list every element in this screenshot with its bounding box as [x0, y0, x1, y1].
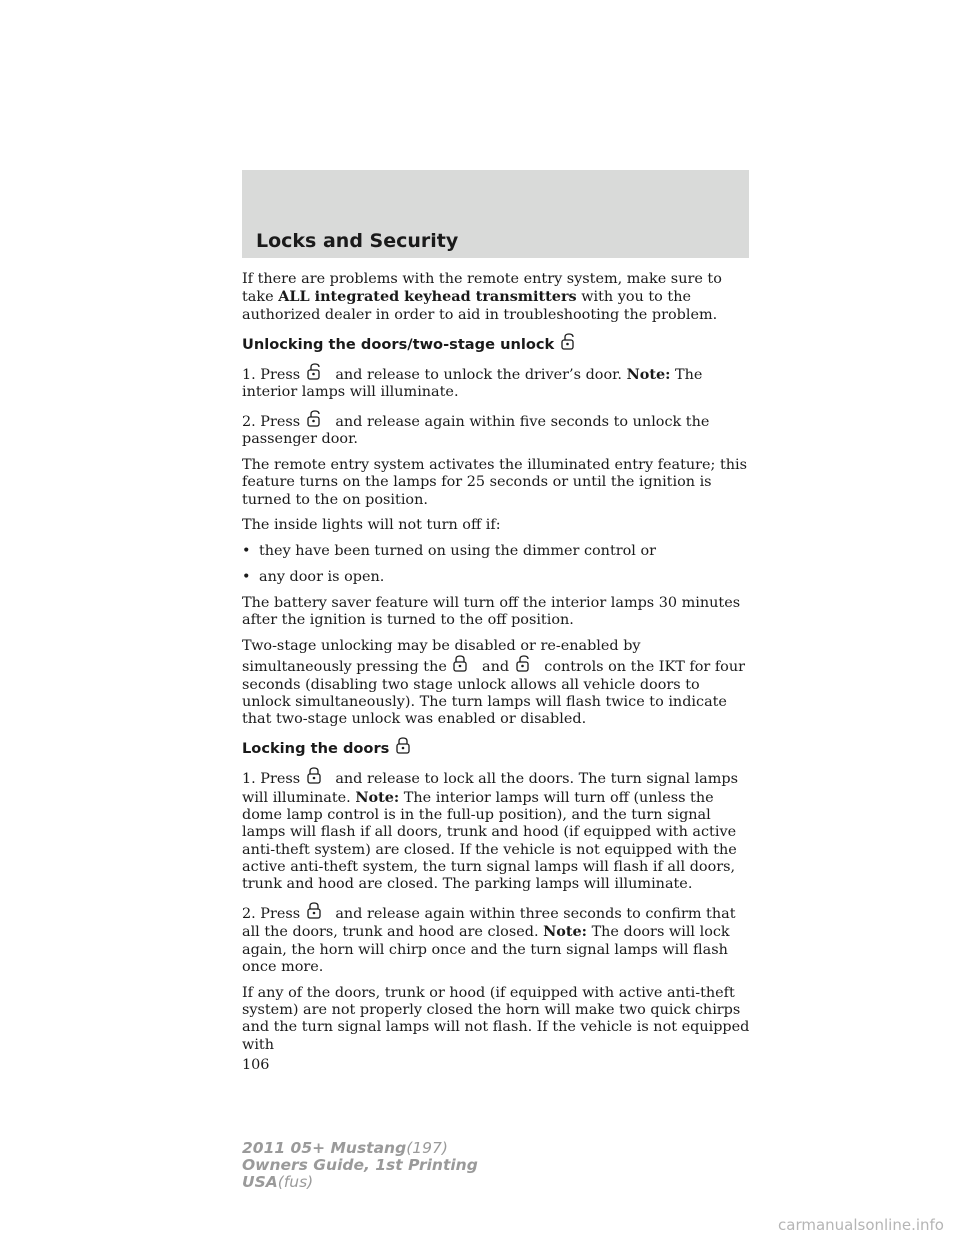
unlock-step-1: 1. Press and release to unlock the driver’s door. Note: The interior lamps will illuminate.: [242, 363, 752, 402]
list-item: • they have been turned on using the dimmer control or: [242, 543, 657, 560]
illuminated-entry-paragraph: The remote entry system activates the illuminated entry feature; this feature turns on the lamps for 25 seconds or until the ignition is turned to the on position.: [242, 457, 747, 508]
unlock-icon: [305, 363, 331, 380]
section-title: Locks and Security: [256, 230, 459, 252]
unlock-step-2: 2. Press and release again within five seconds to unlock the passenger door.: [242, 410, 752, 449]
note-label: Note:: [543, 923, 587, 941]
list-item: • any door is open.: [242, 569, 385, 586]
integrated-keyhead-emphasis: ALL integrated keyhead transmitters: [278, 288, 577, 306]
unlock-icon: [559, 333, 585, 350]
footer-line-1: 2011 05+ Mustang(197): [242, 1139, 448, 1157]
unlock-icon: [305, 410, 331, 427]
remote-entry-intro: If there are problems with the remote entry system, make sure to take ALL integrated keyhead transmitters with you to the authorized dealer in order to aid in troubleshooting the problem.: [242, 271, 722, 323]
lock-icon: [451, 655, 477, 672]
locking-heading: Locking the doors: [242, 737, 752, 758]
watermark: carmanualsonline.info: [778, 1216, 944, 1234]
lock-icon: [305, 767, 331, 784]
note-label: Note:: [626, 365, 671, 383]
page-number: 106: [242, 1056, 270, 1073]
unlock-icon: [514, 655, 540, 672]
not-closed-paragraph: If any of the doors, trunk or hood (if equipped with active anti-theft system) are not properly closed the horn will make two quick chirps and the turn signal lamps will not flash. If the vehicle is not equipped with: [242, 984, 750, 1053]
bullet-icon: •: [242, 569, 251, 586]
lock-icon: [305, 902, 331, 919]
bullet-icon: •: [242, 543, 251, 560]
note-label: Note:: [355, 788, 400, 806]
footer-line-3: USA(fus): [242, 1173, 314, 1191]
battery-saver-paragraph: The battery saver feature will turn off the interior lamps 30 minutes after the ignition is turned to the off position.: [242, 594, 741, 629]
inside-lights-paragraph: The inside lights will not turn off if:: [242, 517, 501, 534]
two-stage-paragraph: Two-stage unlocking may be disabled or re-enabled by simultaneously pressing the and controls on the IKT for four seconds (disabling two stage unlock allows all vehicle doors to unlock simultaneously). The turn lamps will flash twice to indicate that two-stage unlock was enabled or disabled.: [242, 637, 745, 728]
lock-icon: [394, 737, 420, 754]
unlocking-heading: Unlocking the doors/two-stage unlock: [242, 333, 752, 354]
footer-line-2: Owners Guide, 1st Printing: [242, 1156, 478, 1174]
lock-step-2: 2. Press and release again within three seconds to confirm that all the doors, trunk and hood are closed. Note: The doors will lock again, the horn will chirp once and the turn signal lamps will flash once more.: [242, 902, 752, 976]
lock-step-1: 1. Press and release to lock all the doors. The turn signal lamps will illuminate. Note: The interior lamps will turn off (unless the dome lamp control is in the full-up position), and the turn signal lamps will flash if all doors, trunk and hood (if equipped with active anti-theft system) are closed. If the vehicle is not equipped with the active anti-theft system, the turn signal lamps will flash if all doors, trunk and hood are closed. The parking lamps will illuminate.: [242, 767, 752, 893]
page-content: [242, 271, 752, 1074]
footer-print-info: [242, 1140, 478, 1191]
